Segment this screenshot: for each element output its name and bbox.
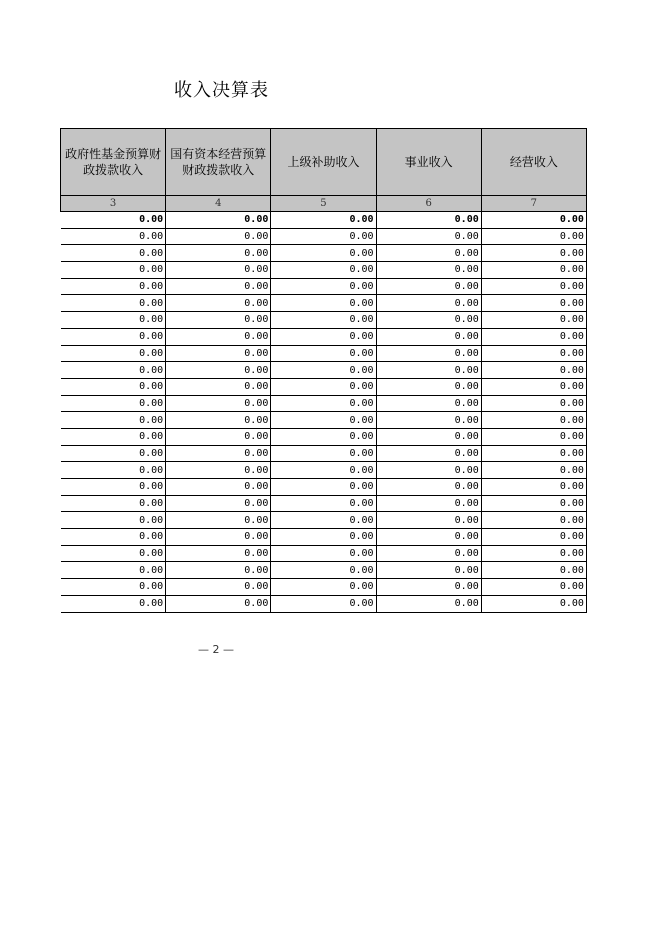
table-cell: 0.00 <box>166 595 271 612</box>
table-cell: 0.00 <box>166 579 271 596</box>
table-cell: 0.00 <box>61 262 166 279</box>
table-row <box>61 579 587 596</box>
table-cell: 0.00 <box>376 245 481 262</box>
table-cell: 0.00 <box>376 362 481 379</box>
header-cell-superior-subsidy: 上级补助收入 <box>271 129 376 196</box>
table-cell: 0.00 <box>166 562 271 579</box>
table-cell: 0.00 <box>481 495 586 512</box>
header-cell-state-capital: 国有资本经营预算财政拨款收入 <box>166 129 271 196</box>
table-row <box>61 545 587 562</box>
table-cell: 0.00 <box>61 529 166 546</box>
table-row <box>61 345 587 362</box>
table-cell: 0.00 <box>271 495 376 512</box>
table-cell: 0.00 <box>166 362 271 379</box>
table-cell: 0.00 <box>61 295 166 312</box>
table-cell: 0.00 <box>376 479 481 496</box>
table-cell: 0.00 <box>271 345 376 362</box>
table-cell: 0.00 <box>376 545 481 562</box>
table-row <box>61 312 587 329</box>
table-cell: 0.00 <box>481 328 586 345</box>
table-cell: 0.00 <box>61 228 166 245</box>
table-cell: 0.00 <box>166 495 271 512</box>
table-cell: 0.00 <box>166 345 271 362</box>
table-cell: 0.00 <box>166 378 271 395</box>
table-cell: 0.00 <box>271 545 376 562</box>
table-cell: 0.00 <box>61 395 166 412</box>
table-cell: 0.00 <box>166 278 271 295</box>
table-cell: 0.00 <box>61 512 166 529</box>
table-cell: 0.00 <box>166 428 271 445</box>
header-row <box>61 129 587 196</box>
table-cell: 0.00 <box>376 262 481 279</box>
table-cell: 0.00 <box>271 529 376 546</box>
column-number-cell: 5 <box>271 196 376 212</box>
column-number-cell: 3 <box>61 196 166 212</box>
table-cell: 0.00 <box>166 529 271 546</box>
table-cell: 0.00 <box>271 378 376 395</box>
table-cell: 0.00 <box>481 529 586 546</box>
table-row <box>61 245 587 262</box>
table-row <box>61 278 587 295</box>
table-row <box>61 562 587 579</box>
table-cell: 0.00 <box>481 462 586 479</box>
table-cell: 0.00 <box>376 579 481 596</box>
table-row <box>61 378 587 395</box>
table-row <box>61 262 587 279</box>
table-cell: 0.00 <box>166 212 271 229</box>
table-cell: 0.00 <box>166 462 271 479</box>
table-cell: 0.00 <box>376 562 481 579</box>
table-cell: 0.00 <box>271 445 376 462</box>
table-row <box>61 529 587 546</box>
table-cell: 0.00 <box>61 462 166 479</box>
table-cell: 0.00 <box>61 328 166 345</box>
table-cell: 0.00 <box>481 579 586 596</box>
table-cell: 0.00 <box>376 228 481 245</box>
table-cell: 0.00 <box>166 545 271 562</box>
header-cell-operating-income: 经营收入 <box>481 129 586 196</box>
table-cell: 0.00 <box>61 545 166 562</box>
table-cell: 0.00 <box>481 595 586 612</box>
table-cell: 0.00 <box>481 278 586 295</box>
table-cell: 0.00 <box>481 295 586 312</box>
table-cell: 0.00 <box>481 545 586 562</box>
table-cell: 0.00 <box>61 245 166 262</box>
table-cell: 0.00 <box>376 378 481 395</box>
table-cell: 0.00 <box>376 278 481 295</box>
table-row <box>61 512 587 529</box>
table-cell: 0.00 <box>481 212 586 229</box>
table-row <box>61 228 587 245</box>
table-cell: 0.00 <box>61 278 166 295</box>
table-cell: 0.00 <box>166 445 271 462</box>
table-cell: 0.00 <box>481 562 586 579</box>
table-cell: 0.00 <box>481 512 586 529</box>
table-row <box>61 362 587 379</box>
table-cell: 0.00 <box>61 345 166 362</box>
table-cell: 0.00 <box>271 479 376 496</box>
column-number-row <box>61 196 587 212</box>
table-cell: 0.00 <box>271 228 376 245</box>
table-cell: 0.00 <box>481 262 586 279</box>
table-cell: 0.00 <box>271 362 376 379</box>
table-cell: 0.00 <box>271 262 376 279</box>
table-row <box>61 295 587 312</box>
table-cell: 0.00 <box>61 495 166 512</box>
table-cell: 0.00 <box>271 579 376 596</box>
table-cell: 0.00 <box>271 295 376 312</box>
table-cell: 0.00 <box>481 378 586 395</box>
header-cell-government-fund: 政府性基金预算财政拨款收入 <box>61 129 166 196</box>
page-number: — 2 — <box>198 643 234 656</box>
table-row <box>61 595 587 612</box>
table-cell: 0.00 <box>61 562 166 579</box>
table-cell: 0.00 <box>376 412 481 429</box>
table-cell: 0.00 <box>376 295 481 312</box>
table-cell: 0.00 <box>271 595 376 612</box>
table-cell: 0.00 <box>166 295 271 312</box>
table-cell: 0.00 <box>376 595 481 612</box>
table-cell: 0.00 <box>61 428 166 445</box>
column-number-cell: 4 <box>166 196 271 212</box>
table-cell: 0.00 <box>166 262 271 279</box>
table-row <box>61 479 587 496</box>
table-cell: 0.00 <box>481 479 586 496</box>
table-row <box>61 428 587 445</box>
table-cell: 0.00 <box>271 395 376 412</box>
table-cell: 0.00 <box>376 495 481 512</box>
table-cell: 0.00 <box>376 345 481 362</box>
table-cell: 0.00 <box>481 428 586 445</box>
table-cell: 0.00 <box>166 328 271 345</box>
table-cell: 0.00 <box>376 395 481 412</box>
table-cell: 0.00 <box>166 312 271 329</box>
table-cell: 0.00 <box>481 412 586 429</box>
table-cell: 0.00 <box>481 345 586 362</box>
table-cell: 0.00 <box>61 362 166 379</box>
table-row <box>61 412 587 429</box>
table-cell: 0.00 <box>376 462 481 479</box>
table-cell: 0.00 <box>271 278 376 295</box>
table-cell: 0.00 <box>271 562 376 579</box>
table-row <box>61 495 587 512</box>
table-cell: 0.00 <box>166 512 271 529</box>
table-cell: 0.00 <box>376 529 481 546</box>
table-cell: 0.00 <box>61 479 166 496</box>
table-cell: 0.00 <box>481 445 586 462</box>
table-cell: 0.00 <box>61 312 166 329</box>
table-cell: 0.00 <box>166 228 271 245</box>
table-cell: 0.00 <box>481 245 586 262</box>
table-cell: 0.00 <box>376 512 481 529</box>
table-row <box>61 445 587 462</box>
table-row <box>61 328 587 345</box>
table-cell: 0.00 <box>271 212 376 229</box>
table-cell: 0.00 <box>481 312 586 329</box>
page-title: 收入决算表 <box>174 80 269 101</box>
table-cell: 0.00 <box>166 395 271 412</box>
table-cell: 0.00 <box>61 412 166 429</box>
table-cell: 0.00 <box>271 245 376 262</box>
table-cell: 0.00 <box>166 479 271 496</box>
table-row <box>61 395 587 412</box>
table-cell: 0.00 <box>271 512 376 529</box>
table-cell: 0.00 <box>271 412 376 429</box>
table-cell: 0.00 <box>271 328 376 345</box>
column-number-cell: 7 <box>481 196 586 212</box>
table-cell: 0.00 <box>166 412 271 429</box>
table-cell: 0.00 <box>61 579 166 596</box>
table-body <box>61 212 587 613</box>
table-cell: 0.00 <box>271 312 376 329</box>
table-cell: 0.00 <box>376 445 481 462</box>
income-final-accounts-table <box>60 128 587 613</box>
table-cell: 0.00 <box>166 245 271 262</box>
header-cell-business-income: 事业收入 <box>376 129 481 196</box>
table-cell: 0.00 <box>61 445 166 462</box>
table-cell: 0.00 <box>376 212 481 229</box>
table-row <box>61 462 587 479</box>
table-cell: 0.00 <box>61 212 166 229</box>
table-cell: 0.00 <box>271 462 376 479</box>
table-cell: 0.00 <box>481 395 586 412</box>
table-cell: 0.00 <box>61 595 166 612</box>
table-cell: 0.00 <box>481 362 586 379</box>
total-row <box>61 212 587 229</box>
table-cell: 0.00 <box>376 312 481 329</box>
table-cell: 0.00 <box>271 428 376 445</box>
table-cell: 0.00 <box>61 378 166 395</box>
table-cell: 0.00 <box>481 228 586 245</box>
column-number-cell: 6 <box>376 196 481 212</box>
table-cell: 0.00 <box>376 328 481 345</box>
table-cell: 0.00 <box>376 428 481 445</box>
